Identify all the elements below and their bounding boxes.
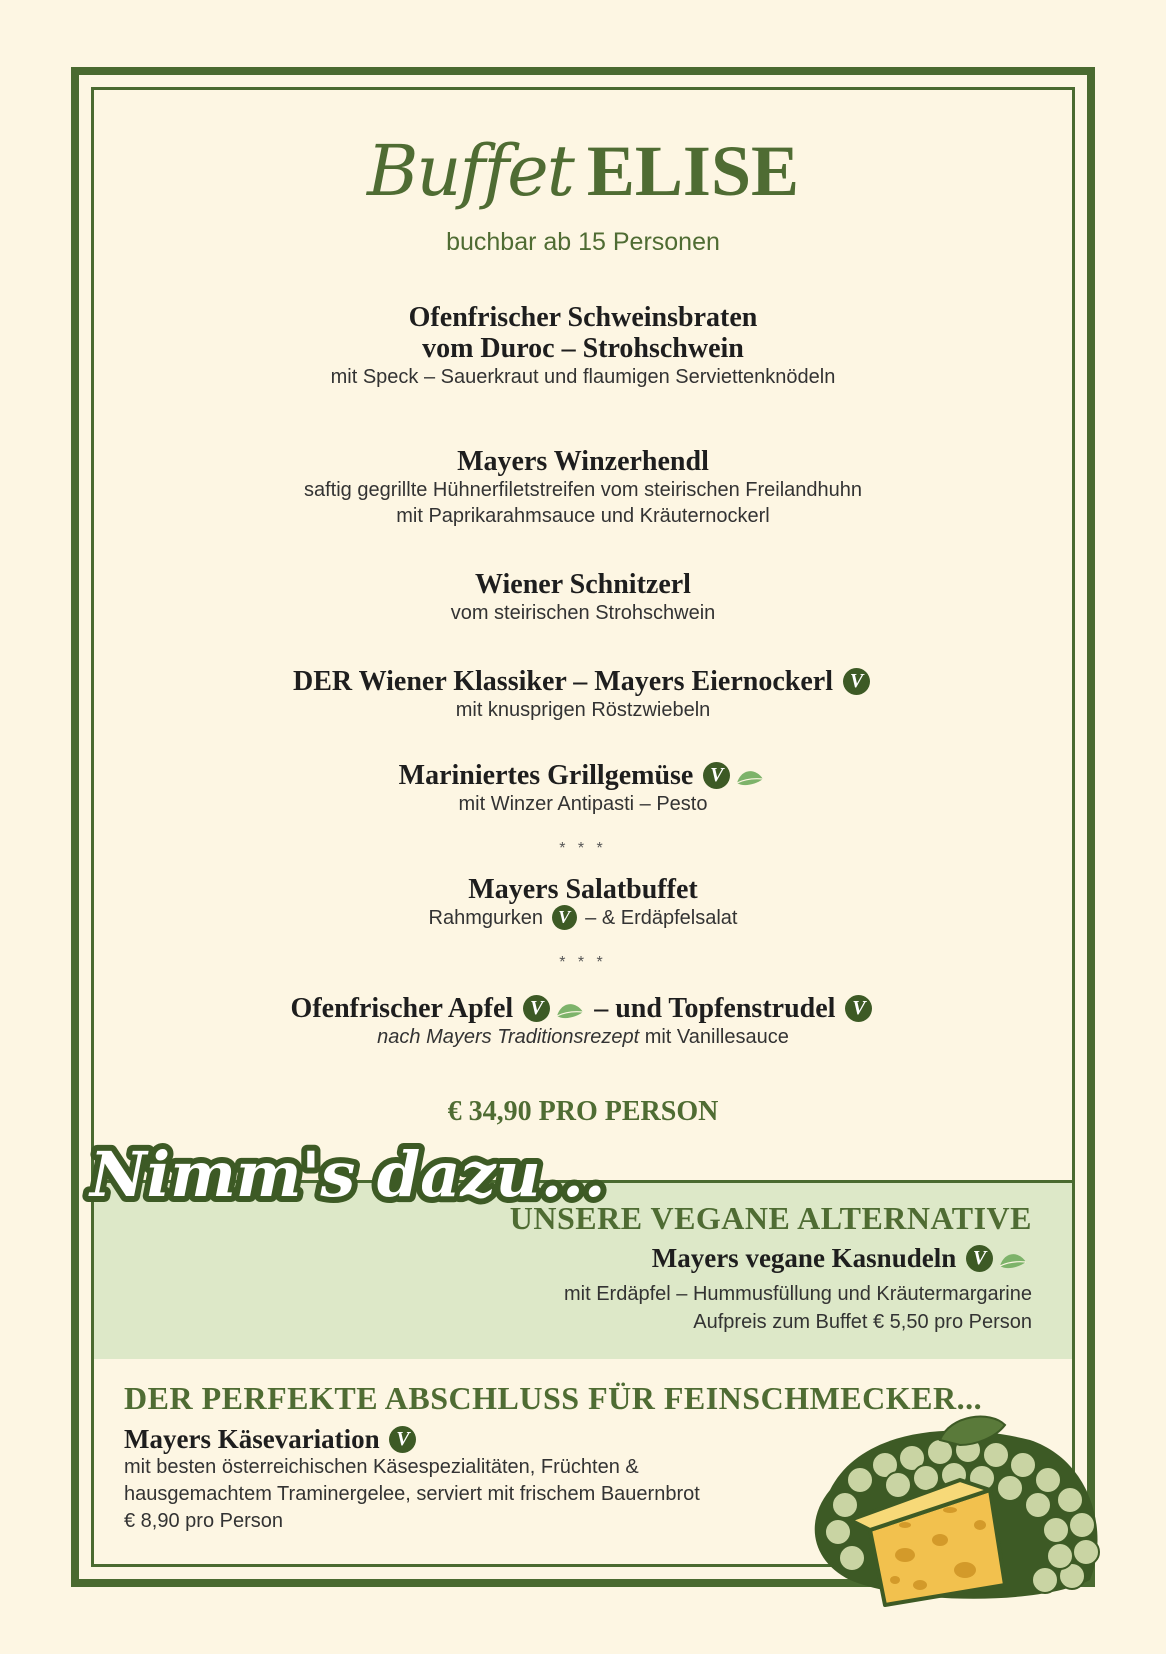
dish-desc: mit knusprigen Röstzwiebeln: [455, 699, 711, 722]
cheese-desc: [124, 1454, 744, 1535]
buffet-price: € 34,90 PRO PERSON: [447, 1096, 719, 1127]
dish-schweinsbraten: [140, 302, 1026, 390]
vegan-heading: UNSERE VEGANE ALTERNATIVE: [509, 1200, 1032, 1236]
dish-name: Mayers Winzerhendl: [457, 446, 709, 477]
vegan-leaf-icon: [555, 998, 585, 1020]
dish-desc-text: mit Vanillesauce: [644, 1026, 789, 1049]
dish-desc: mit Speck – Sauerkraut und flaumigen Serviettenknödeln: [330, 366, 836, 388]
vegetarian-icon: V: [389, 1426, 416, 1453]
subtitle: buchbar ab 15 Personen: [446, 228, 720, 256]
dish-desc-italic: nach Mayers Traditionsrezept: [377, 1026, 640, 1049]
vegetarian-icon: V: [523, 995, 550, 1022]
title-script: Buffet: [366, 130, 573, 212]
nimm-text: Nimm's dazu...: [90, 1138, 606, 1211]
dish-grillgemuese: [140, 760, 1026, 817]
dish-name-text: Mariniertes Grillgemüse: [398, 760, 694, 791]
dish-name: [140, 760, 1026, 791]
separator: * * *: [559, 954, 607, 971]
dish-name-text: Ofenfrischer Apfel: [290, 993, 514, 1024]
dish-desc: saftig gegrillte Hühnerfiletstreifen vom steirischen Freilandhuhn: [303, 479, 863, 501]
dish-schnitzerl: [140, 569, 1026, 626]
vegetarian-icon: V: [552, 905, 577, 930]
dish-desc: mit Paprikarahmsauce und Kräuternockerl: [396, 505, 770, 527]
dish-strudel: [140, 993, 1026, 1050]
dish-desc: vom steirischen Strohschwein: [450, 602, 716, 624]
dish-name: [140, 993, 1026, 1024]
dish-desc: [140, 905, 1026, 931]
vegan-desc: [564, 1280, 1032, 1336]
vegetarian-icon: V: [843, 668, 870, 695]
vegan-desc-line: mit Erdäpfel – Hummusfüllung und Kräutermargarine: [564, 1283, 1032, 1305]
separator: * * *: [559, 840, 607, 857]
nimm-dazu-script: [84, 1118, 606, 1228]
title-main: ELISE: [586, 131, 800, 211]
cheese-grapes-illustration: [790, 1410, 1120, 1610]
dish-name: Mayers Salatbuffet: [468, 874, 698, 905]
cheese-desc-line: mit besten österreichischen Käsespezialitäten, Früchten &: [124, 1456, 639, 1478]
dish-name-text: DER Wiener Klassiker – Mayers Eiernockerl: [293, 666, 833, 697]
dish-name: Wiener Schnitzerl: [475, 569, 691, 600]
dish-salatbuffet: [140, 874, 1026, 931]
page-title: [0, 130, 1166, 213]
vegan-dish-name: [652, 1243, 1030, 1274]
cheese-price: € 8,90 pro Person: [124, 1510, 283, 1532]
dish-winzerhendl: [140, 446, 1026, 529]
dish-desc-text: – & Erdäpfelsalat: [585, 907, 738, 929]
dish-desc: mit Winzer Antipasti – Pesto: [458, 793, 708, 816]
vegan-dish-name-text: Mayers vegane Kasnudeln: [651, 1243, 957, 1273]
dish-eiernockerl: [140, 666, 1026, 723]
cheese-heading: DER PERFEKTE ABSCHLUSS FÜR FEINSCHMECKER...: [124, 1380, 983, 1416]
vegetarian-icon: V: [966, 1245, 993, 1272]
dish-name: vom Duroc – Strohschwein: [422, 333, 744, 364]
dish-desc: [140, 1024, 1026, 1050]
dish-desc-text: Rahmgurken: [428, 907, 544, 929]
vegetarian-icon: V: [845, 995, 872, 1022]
vegetarian-icon: V: [703, 762, 730, 789]
dish-name: [140, 666, 1026, 697]
vegan-leaf-icon: [735, 765, 765, 787]
dish-name: Ofenfrischer Schweinsbraten: [408, 302, 758, 333]
cheese-dish-name-text: Mayers Käsevariation: [124, 1424, 380, 1454]
vegan-surcharge: Aufpreis zum Buffet € 5,50 pro Person: [693, 1311, 1032, 1333]
vegan-leaf-icon: [998, 1248, 1028, 1270]
cheese-dish-name: [124, 1424, 419, 1455]
dish-name-text: – und Topfenstrudel: [594, 993, 836, 1024]
cheese-desc-line: hausgemachtem Traminergelee, serviert mit frischem Bauernbrot: [124, 1483, 700, 1505]
